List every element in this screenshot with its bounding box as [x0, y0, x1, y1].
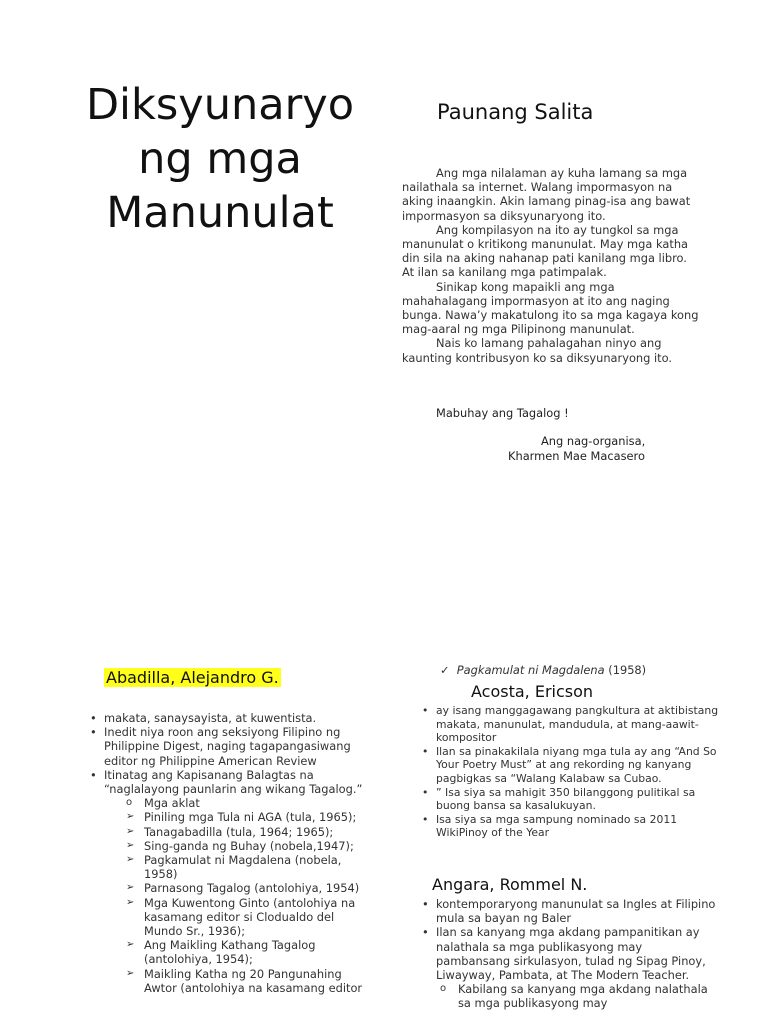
list-item: [126, 967, 364, 995]
title-line: ng mga: [138, 134, 302, 184]
list-item: [126, 896, 364, 939]
arrow-bullet-icon: ➢: [126, 825, 135, 837]
work-title: Maikling Katha ng 20 Pangunahing Awtor (antolohiya na kasamang editor: [144, 966, 363, 995]
list-item: • makata, sanaysayista, at kuwentista.: [86, 711, 364, 725]
preface-heading: Paunang Salita: [437, 100, 594, 124]
list-item: [440, 982, 718, 1010]
preface-paragraph: Sinikap kong mapaikli ang mga mahahalagang impormasyon at ito ang naging bunga. Nawa’y makatulong ito sa mga kagaya kong mag-aaral ng mga Pilipinong manunulat.: [402, 279, 699, 337]
dictionary-title: [60, 78, 380, 240]
work-title: Tanagabadilla (tula, 1964; 1965);: [144, 824, 334, 839]
work-title: Pagkamulat ni Magdalena (nobela, 1958): [144, 853, 342, 882]
abadilla-entry: [86, 711, 364, 995]
author-heading-acosta: Acosta, Ericson: [471, 682, 594, 701]
list-item: [126, 881, 364, 895]
preface-paragraph: Nais ko lamang pahalagahan ninyo ang kaunting kontribusyon ko sa diksyunaryong ito.: [402, 336, 673, 365]
list-item: [126, 810, 364, 824]
work-title: Pagkamulat ni Magdalena: [456, 663, 605, 677]
circle-bullet-icon: o: [126, 797, 133, 809]
arrow-bullet-icon: ➢: [126, 882, 135, 894]
list-item-text: Itinatag ang Kapisanang Balagtas na “naglalayong paunlarin ang wikang Tagalog.”: [104, 767, 363, 797]
list-item: • Inedit niya roon ang seksiyong Filipino ng Philippine Digest, naging tagapangasiwang editor ng Philippine American Review: [86, 725, 364, 768]
arrow-bullet-icon: ➢: [126, 839, 135, 851]
list-item: [126, 853, 364, 881]
preface-body: [402, 166, 702, 365]
list-item: • Ilan sa pinakakilala niyang mga tula ay ang “And So Your Poetry Must” at ang rekording ng kanyang pagbigkas sa “Walang Kalabaw sa Cubao.: [418, 745, 730, 786]
work-title: Mga Kuwentong Ginto (antolohiya na kasamang editor si Clodualdo del Mundo Sr., 1936);: [144, 895, 356, 939]
list-item-text: Kabilang sa kanyang mga akdang nalathala sa mga publikasyong may: [458, 982, 708, 1011]
arrow-bullet-icon: ➢: [126, 811, 135, 823]
author-heading-angara: Angara, Rommel N.: [432, 875, 588, 894]
arrow-bullet-icon: ➢: [126, 939, 135, 951]
work-year: (1958): [608, 663, 647, 677]
list-item: • kontemporaryong manunulat sa Ingles at Filipino mula sa bayan ng Baler: [418, 897, 718, 925]
preface-paragraph: Ang mga nilalaman ay kuha lamang sa mga nailathala sa internet. Walang impormasyon na aking inaangkin. Akin lamang pinag-isa ang bawat impormasyon sa diksyunaryong ito.: [402, 166, 691, 223]
author-heading-abadilla: [104, 668, 281, 687]
list-item: • ay isang manggagawang pangkultura at aktibistang makata, manunulat, mandudula, at mang-aawit-kompositor: [418, 704, 730, 745]
acosta-entry: [418, 704, 730, 840]
organizer-name: Kharmen Mae Macasero: [508, 449, 645, 463]
list-item: [126, 825, 364, 839]
check-icon: ✓: [440, 663, 450, 677]
arrow-bullet-icon: ➢: [126, 967, 135, 979]
title-line: Manunulat: [106, 188, 334, 238]
work-title: Piniling mga Tula ni AGA (tula, 1965);: [144, 810, 357, 825]
preface-paragraph: Ang kompilasyon na ito ay tungkol sa mga manunulat o kritikong manunulat. May mga katha din sila na aking nahanap pati kanilang mga libro. At ilan sa kanilang mga patimpalak.: [402, 222, 689, 280]
preface-closing: Mabuhay ang Tagalog !: [436, 406, 569, 420]
list-item: [126, 796, 364, 810]
carryover-item: [440, 663, 646, 677]
arrow-bullet-icon: ➢: [126, 854, 135, 866]
angara-entry: [418, 897, 718, 1011]
list-item: • Isa siya sa mga sampung nominado sa 2011 WikiPinoy of the Year: [418, 813, 730, 840]
circle-bullet-icon: o: [440, 983, 447, 995]
list-item: [126, 938, 364, 966]
list-item: [126, 839, 364, 853]
author-name: Abadilla, Alejandro G.: [106, 668, 279, 687]
work-title: Sing-ganda ng Buhay (nobela,1947);: [144, 838, 354, 853]
works-header: Mga aklat: [144, 796, 200, 811]
organizer-role: Ang nag-organisa,: [541, 434, 646, 448]
work-title: Parnasong Tagalog (antolohiya, 1954): [144, 881, 360, 896]
list-item: • ” Isa siya sa mahigit 350 bilanggong pulitikal sa buong bansa sa kasalukuyan.: [418, 786, 730, 813]
arrow-bullet-icon: ➢: [126, 896, 135, 908]
list-item: [86, 768, 364, 995]
work-title: Ang Maikling Kathang Tagalog (antolohiya, 1954);: [144, 938, 316, 967]
title-line: Diksyunaryo: [85, 80, 355, 130]
list-item: • Ilan sa kanyang mga akdang pampanitikan ay nalathala sa mga publikasyong may pambansang sirkulasyon, tulad ng Sipag Pinoy, Liwayway, Pambata, at The Modern Teacher.: [418, 925, 718, 982]
